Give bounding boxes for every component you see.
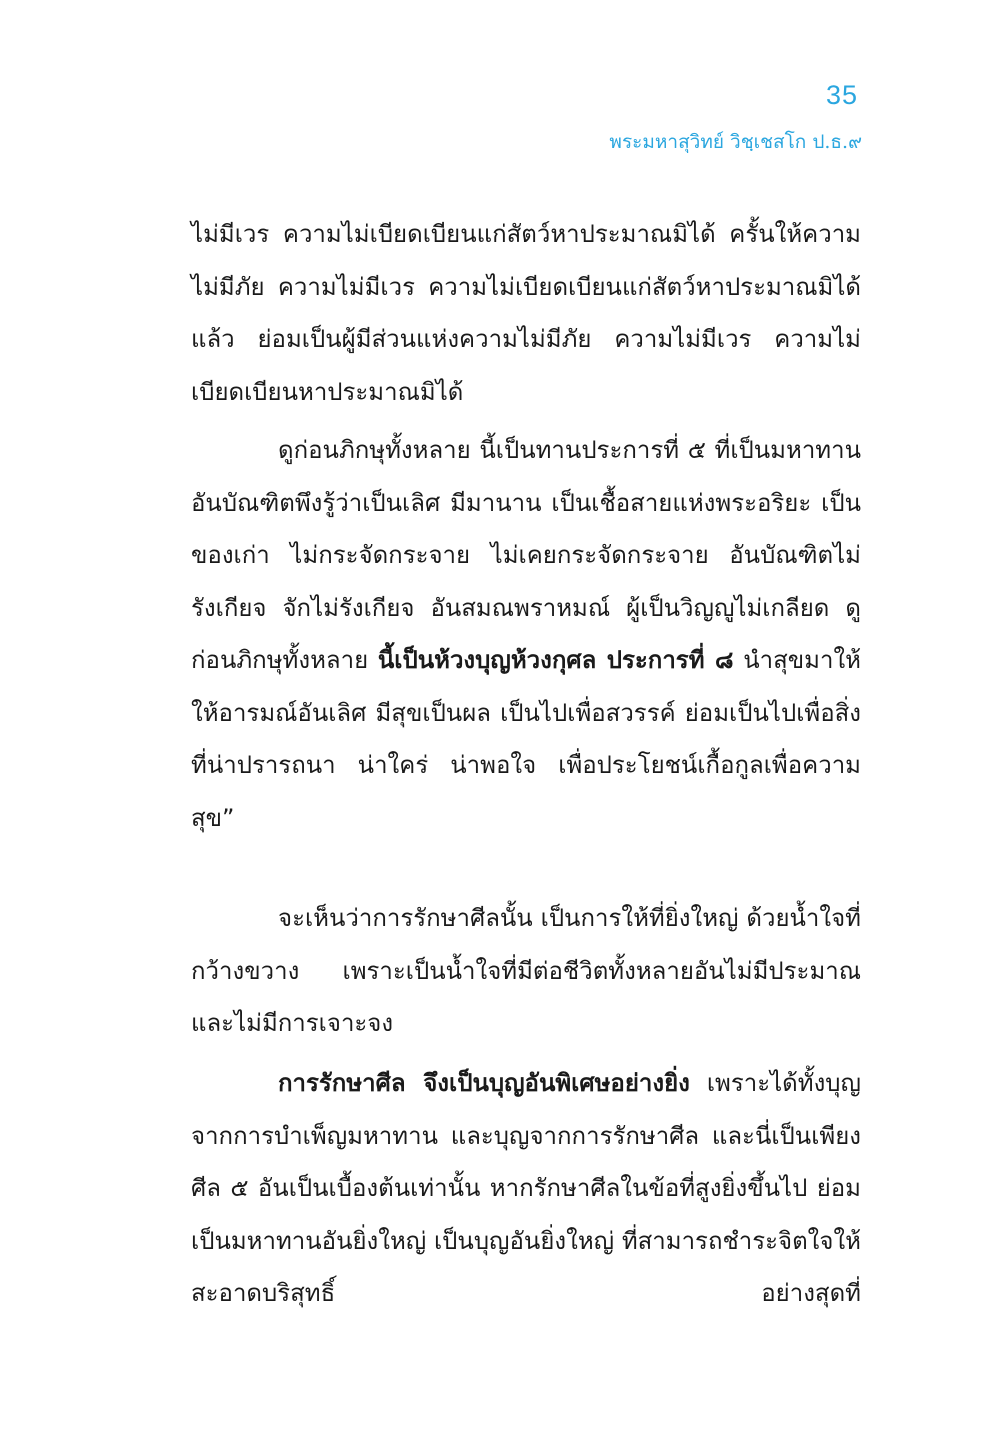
paragraph-4-text xyxy=(191,1057,861,1320)
paragraph-2-text-start: ดูก่อนภิกษุทั้งหลาย นี้เป็นทานประการที่ ๕ ที่เป็นมหาทาน อันบัณฑิตพึงรู้ว่าเป็นเลิศ มีมานาน เป็นเชื้อสายแห่งพระอริยะ เป็นของเก่า ไม่กระจัดกระจาย ไม่เคยกระจัดกระจาย อันบัณฑิตไม่รังเกียจ จักไม่รังเกียจ อันสมณพราหมณ์ ผู้เป็นวิญญูไม่เกลียด ดูก่อนภิกษุทั้งหลาย xyxy=(191,436,861,674)
paragraph-3 xyxy=(191,892,861,1050)
paragraph-3-text: จะเห็นว่าการรักษาศีลนั้น เป็นการให้ที่ยิ่งใหญ่ ด้วยน้ำใจที่กว้างขวาง เพราะเป็นน้ำใจที่มีต่อชีวิตทั้งหลายอันไม่มีประมาณ และไม่มีการเจาะจง xyxy=(191,904,861,1037)
paragraph-4-text-end: เพราะได้ทั้งบุญจากการบำเพ็ญมหาทาน และบุญจากการรักษาศีล และนี่เป็นเพียงศีล ๕ อันเป็นเบื้องต้นเท่านั้น หากรักษาศีลในข้อที่สูงยิ่งขึ้นไป ย่อมเป็นมหาทานอันยิ่งใหญ่ เป็นบุญอันยิ่งใหญ่ ที่สามารถชำระจิตใจให้สะอาดบริสุทธิ์ อย่างสุดที่ xyxy=(191,1069,861,1307)
paragraph-2 xyxy=(191,424,861,844)
paragraph-2-text xyxy=(191,424,861,844)
running-header-author: พระมหาสุวิทย์ วิชฺเชสโก ป.ธ.๙ xyxy=(609,131,862,153)
paragraph-1 xyxy=(191,208,861,418)
paragraph-4 xyxy=(191,1057,861,1320)
paragraph-4-bold-phrase: การรักษาศีล จึงเป็นบุญอันพิเศษอย่างยิ่ง xyxy=(278,1069,690,1097)
paragraph-1-text: ไม่มีเวร ความไม่เบียดเบียนแก่สัตว์หาประมาณมิได้ ครั้นให้ความไม่มีภัย ความไม่มีเวร ความไม่เบียดเบียนแก่สัตว์หาประมาณมิได้แล้ว ย่อมเป็นผู้มีส่วนแห่งความไม่มีภัย ความไม่มีเวร ความไม่เบียดเบียนหาประมาณมิได้ xyxy=(191,220,861,406)
page-number: 35 xyxy=(825,80,858,110)
paragraph-2-bold-phrase: นี้เป็นห้วงบุญห้วงกุศล ประการที่ ๘ xyxy=(377,646,734,674)
paragraph-2-text-end: นำสุขมาให้ ให้อารมณ์อันเลิศ มีสุขเป็นผล เป็นไปเพื่อสวรรค์ ย่อมเป็นไปเพื่อสิ่งที่น่าปรารถนา น่าใคร่ น่าพอใจ เพื่อประโยชน์เกื้อกูลเพื่อความสุข” xyxy=(191,646,861,832)
